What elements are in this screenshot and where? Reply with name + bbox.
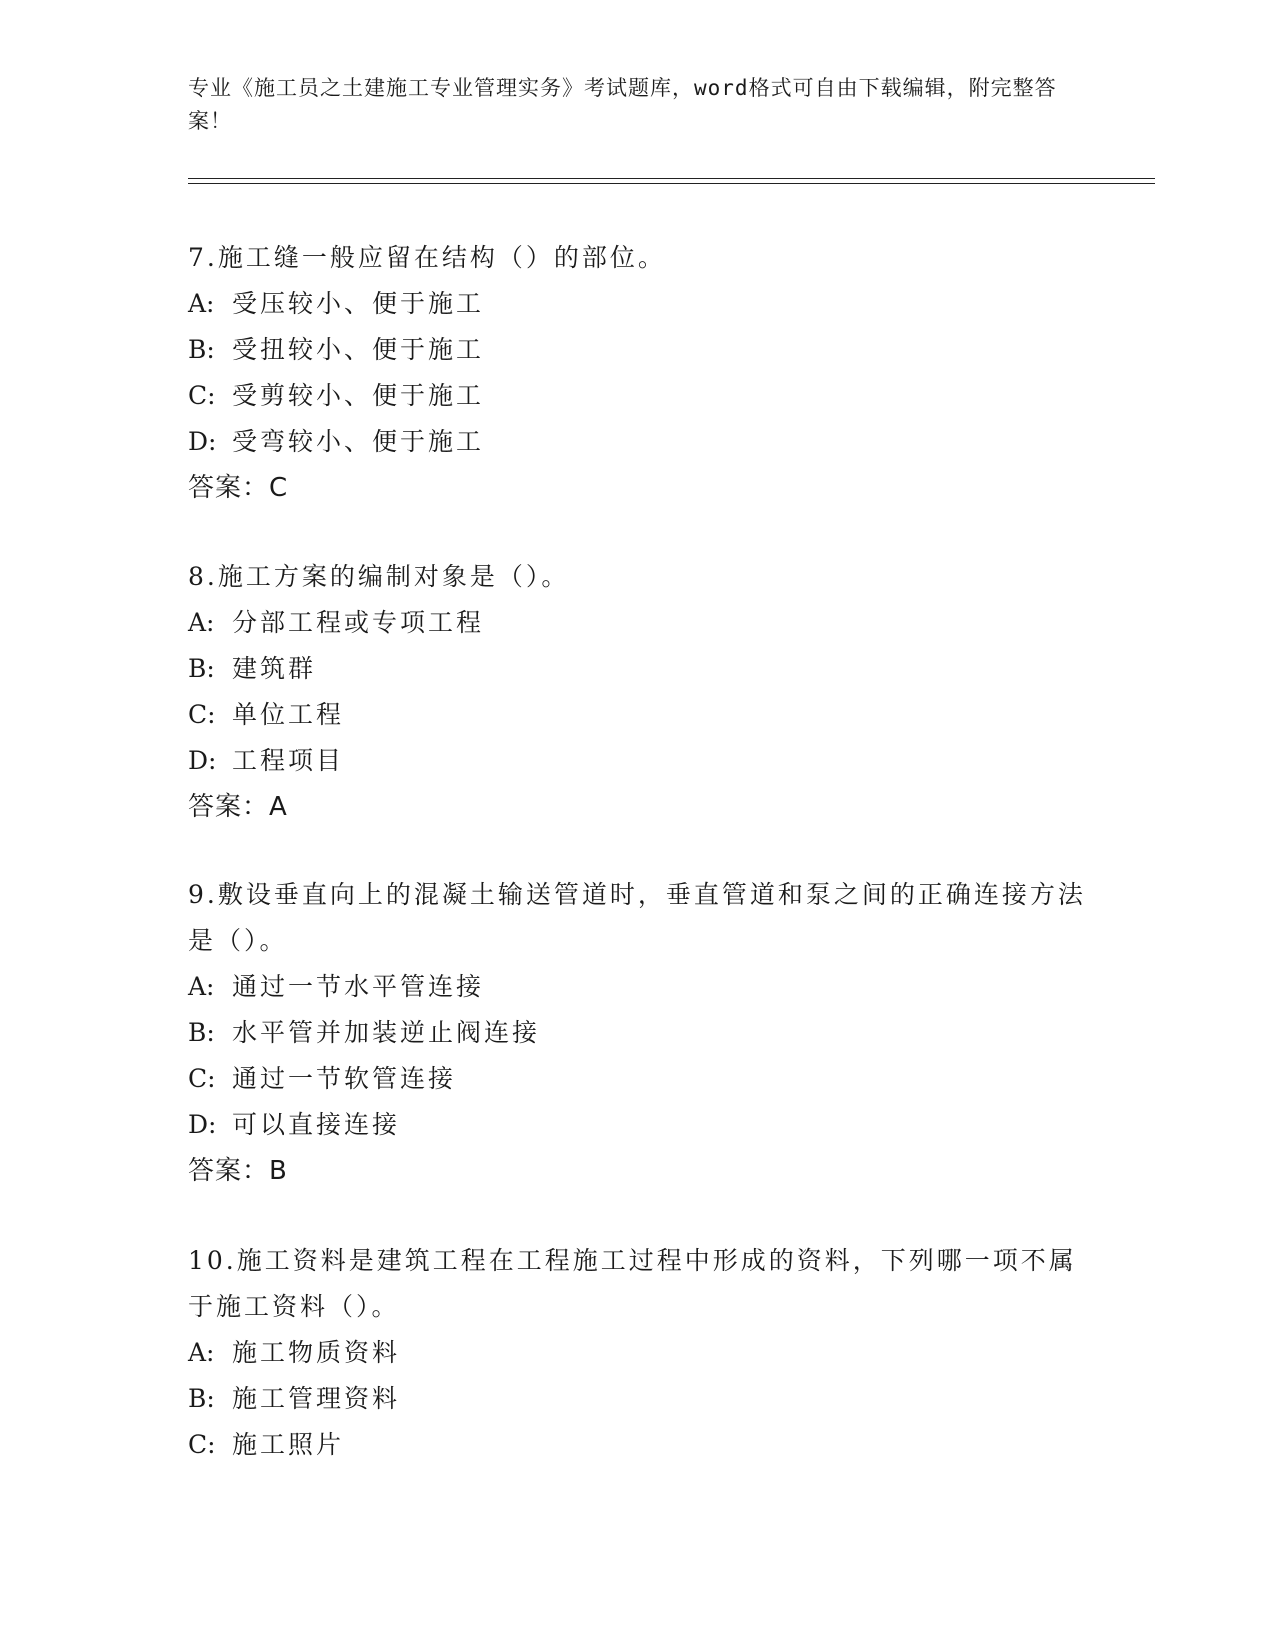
option-text: 通过一节水平管连接	[232, 972, 485, 1001]
option-c	[188, 692, 1088, 738]
option-text: 受扭较小、便于施工	[232, 335, 485, 364]
answer: 答案：C	[188, 473, 289, 503]
option-a	[188, 964, 1088, 1010]
option-text: 施工管理资料	[232, 1384, 401, 1413]
document-header: 专业《施工员之土建施工专业管理实务》考试题库，word格式可自由下载编辑，附完整答案！	[188, 76, 1057, 133]
header-rule-bottom	[188, 183, 1155, 184]
option-text: 受弯较小、便于施工	[232, 427, 485, 456]
option-text: 工程项目	[232, 746, 345, 775]
option-b	[188, 646, 1088, 692]
option-letter: B:	[188, 1384, 215, 1413]
option-d	[188, 419, 1088, 465]
option-b	[188, 1010, 1088, 1056]
option-text: 施工照片	[232, 1430, 345, 1459]
option-letter: B:	[188, 335, 215, 364]
question-7	[188, 235, 1088, 511]
option-text: 分部工程或专项工程	[232, 608, 485, 637]
answer: 答案：B	[188, 1156, 288, 1186]
option-text: 受压较小、便于施工	[232, 289, 485, 318]
option-letter: D:	[188, 746, 217, 775]
option-text: 施工物质资料	[232, 1338, 401, 1367]
option-text: 通过一节软管连接	[232, 1064, 457, 1093]
option-letter: C:	[188, 700, 216, 729]
option-b	[188, 1376, 1088, 1422]
option-letter: A:	[188, 972, 215, 1001]
option-text: 建筑群	[232, 654, 317, 683]
option-text: 受剪较小、便于施工	[232, 381, 485, 410]
option-a	[188, 281, 1088, 327]
option-letter: D:	[188, 427, 217, 456]
option-text: 可以直接连接	[232, 1110, 401, 1139]
option-c	[188, 1422, 1088, 1468]
option-letter: B:	[188, 654, 215, 683]
option-a	[188, 1330, 1088, 1376]
question-stem: 10.施工资料是建筑工程在工程施工过程中形成的资料，下列哪一项不属于施工资料（）。	[188, 1246, 1077, 1321]
option-text: 水平管并加装逆止阀连接	[232, 1018, 541, 1047]
question-9	[188, 872, 1088, 1194]
question-stem: 9.敷设垂直向上的混凝土输送管道时，垂直管道和泵之间的正确连接方法是（）。	[188, 880, 1086, 955]
option-b	[188, 327, 1088, 373]
option-letter: C:	[188, 1064, 216, 1093]
question-stem: 7.施工缝一般应留在结构（）的部位。	[188, 243, 666, 272]
option-letter: D:	[188, 1110, 217, 1139]
option-d	[188, 1102, 1088, 1148]
option-d	[188, 738, 1088, 784]
option-letter: C:	[188, 1430, 216, 1459]
question-10	[188, 1238, 1088, 1468]
option-letter: A:	[188, 289, 215, 318]
answer: 答案：A	[188, 792, 288, 822]
option-text: 单位工程	[232, 700, 345, 729]
option-c	[188, 373, 1088, 419]
option-a	[188, 600, 1088, 646]
question-stem: 8.施工方案的编制对象是（）。	[188, 562, 570, 591]
option-letter: C:	[188, 381, 216, 410]
header-rule-top	[188, 178, 1155, 179]
option-c	[188, 1056, 1088, 1102]
option-letter: B:	[188, 1018, 215, 1047]
option-letter: A:	[188, 608, 215, 637]
question-8	[188, 554, 1088, 830]
option-letter: A:	[188, 1338, 215, 1367]
